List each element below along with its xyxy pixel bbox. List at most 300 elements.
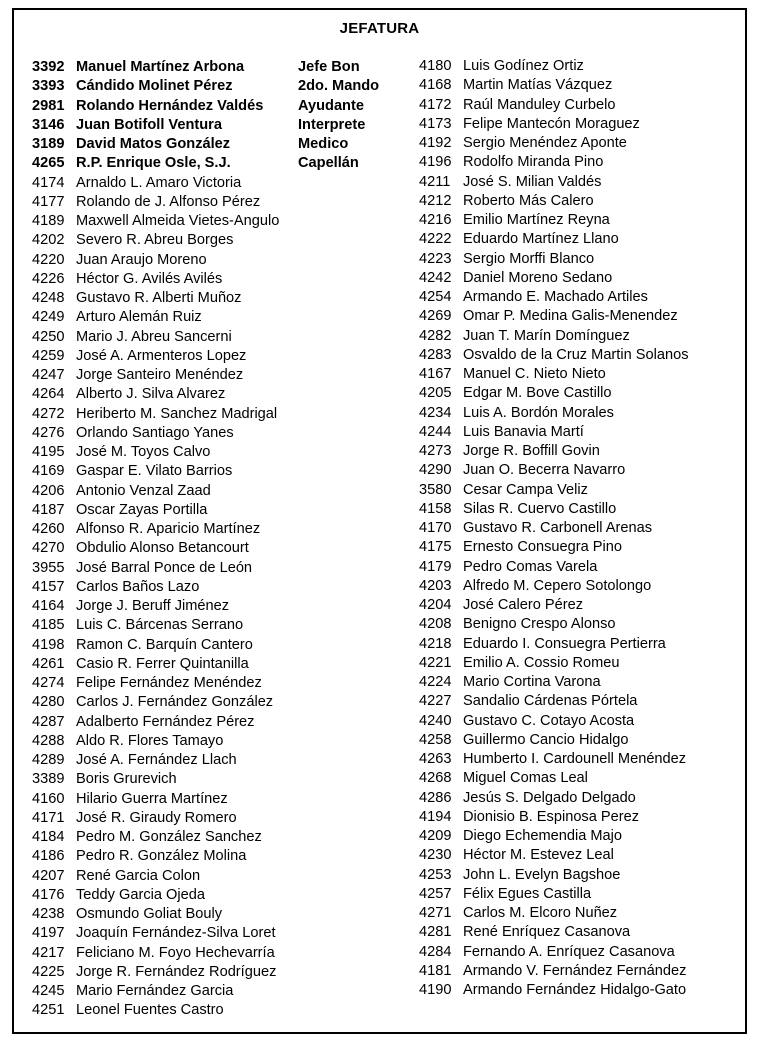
member-row [32, 751, 422, 770]
member-name: Jorge J. Beruff Jiménez [76, 598, 230, 614]
member-number: 4187 [32, 501, 65, 518]
member-number: 4208 [419, 616, 452, 633]
member-row [419, 365, 749, 384]
member-row [419, 500, 749, 519]
member-row [32, 405, 422, 424]
member-name: Felipe Mantecón Moraguez [463, 115, 640, 132]
member-row [32, 886, 422, 905]
member-number: 4169 [32, 463, 65, 480]
member-number: 4216 [419, 212, 452, 228]
member-name: Pedro Comas Varela [463, 558, 598, 575]
member-name: Luis Godínez Ortiz [463, 58, 584, 74]
member-name: Eduardo Martínez Llano [463, 231, 619, 248]
member-name: Humberto I. Cardounell Menéndez [463, 751, 687, 767]
member-row [32, 231, 422, 250]
member-name: Carlos M. Elcoro Nuñez [463, 905, 618, 921]
member-row [32, 674, 422, 693]
member-row [32, 713, 422, 732]
member-row [419, 943, 749, 962]
member-name: René Garcia Colon [76, 867, 201, 884]
member-name: Alberto J. Silva Alvarez [76, 386, 226, 403]
member-name: Dionisio B. Espinosa Perez [463, 808, 640, 825]
member-number: 4290 [419, 462, 452, 479]
member-name: Luis Banavia Martí [463, 423, 584, 440]
member-number: 4271 [419, 905, 452, 921]
member-number: 4192 [419, 135, 452, 151]
member-row [32, 212, 422, 231]
member-row [419, 635, 749, 654]
member-number: 4249 [32, 309, 65, 326]
member-number: 4283 [419, 346, 452, 363]
member-row [419, 442, 749, 461]
member-number: 4220 [32, 251, 65, 268]
member-name: José A. Armenteros Lopez [76, 347, 247, 364]
member-number: 4273 [419, 443, 452, 459]
member-name: José R. Giraudy Romero [76, 809, 237, 826]
member-row [32, 520, 422, 539]
member-row [419, 885, 749, 904]
member-name: Fernando A. Enríquez Casanova [463, 943, 675, 960]
member-name: Casio R. Ferrer Quintanilla [76, 655, 249, 672]
member-row [32, 809, 422, 828]
member-row [419, 558, 749, 577]
member-name: Juan O. Becerra Navarro [463, 462, 626, 479]
member-number: 4202 [32, 232, 65, 249]
member-number: 4245 [32, 983, 65, 999]
member-row [419, 423, 749, 442]
member-number: 4264 [32, 386, 65, 403]
member-name: Armando Fernández Hidalgo-Gato [463, 982, 687, 998]
member-name: R.P. Enrique Osle, S.J. [76, 155, 231, 172]
member-row [32, 828, 422, 847]
member-number: 4272 [32, 405, 65, 422]
member-name: José Calero Pérez [463, 597, 584, 613]
member-row [419, 789, 749, 808]
member-number: 4287 [32, 713, 65, 730]
member-role: Medico [298, 136, 349, 152]
member-name: Jorge Santeiro Menéndez [76, 367, 244, 383]
member-row [32, 193, 422, 212]
member-name: Silas R. Cuervo Castillo [463, 500, 617, 517]
member-number: 4276 [32, 424, 65, 441]
leaders-list [32, 58, 422, 174]
member-row [419, 134, 749, 153]
member-name: Ramon C. Barquín Cantero [76, 636, 253, 653]
member-number: 4282 [419, 327, 452, 344]
member-name: Manuel Martínez Arbona [76, 59, 245, 75]
member-number: 4194 [419, 808, 452, 825]
member-name: Juan Araujo Moreno [76, 251, 207, 268]
member-row [32, 328, 422, 347]
member-number: 2981 [32, 97, 65, 114]
leader-row [32, 154, 422, 173]
member-row [32, 636, 422, 655]
member-number: 3389 [32, 771, 65, 788]
member-number: 4289 [32, 752, 65, 768]
member-row [419, 808, 749, 827]
member-row [32, 559, 422, 578]
member-row [419, 57, 749, 76]
member-number: 4167 [419, 366, 452, 382]
leader-row [32, 116, 422, 135]
member-row [32, 905, 422, 924]
member-row [32, 867, 422, 886]
member-row [419, 230, 749, 249]
member-number: 4234 [419, 404, 452, 421]
member-row [32, 308, 422, 327]
member-row [419, 577, 749, 596]
member-name: Obdulio Alonso Betancourt [76, 540, 249, 557]
member-name: José A. Fernández Llach [76, 752, 237, 768]
member-number: 4270 [32, 540, 65, 557]
member-number: 4225 [32, 963, 65, 980]
member-number: 4250 [32, 328, 65, 345]
member-name: Osvaldo de la Cruz Martin Solanos [463, 346, 689, 363]
member-number: 4259 [32, 347, 65, 364]
member-name: José S. Milian Valdés [463, 173, 602, 190]
member-name: Héctor G. Avilés Avilés [76, 270, 223, 287]
member-name: Rolando Hernández Valdés [76, 97, 264, 114]
member-number: 4230 [419, 847, 452, 864]
member-row [419, 250, 749, 269]
member-row [32, 385, 422, 404]
member-row [32, 847, 422, 866]
member-name: Felipe Fernández Menéndez [76, 675, 262, 691]
member-number: 4196 [419, 154, 452, 171]
member-number: 4195 [32, 444, 65, 460]
member-name: Luis A. Bordón Morales [463, 404, 614, 421]
left-members-list [32, 174, 422, 1021]
member-row [32, 539, 422, 558]
member-number: 4281 [419, 924, 452, 941]
member-number: 4238 [32, 906, 65, 922]
member-number: 4170 [419, 520, 452, 536]
member-number: 4242 [419, 269, 452, 286]
member-number: 4260 [32, 521, 65, 537]
member-name: Manuel C. Nieto Nieto [463, 366, 606, 382]
member-name: Joaquín Fernández-Silva Loret [76, 925, 276, 942]
member-row [419, 96, 749, 115]
member-row [419, 384, 749, 403]
member-row [419, 288, 749, 307]
member-row [419, 846, 749, 865]
member-number: 4212 [419, 192, 452, 209]
member-row [32, 578, 422, 597]
member-name: Cesar Campa Veliz [463, 481, 588, 498]
member-row [419, 327, 749, 346]
member-name: Alfredo M. Cepero Sotolongo [463, 577, 652, 594]
member-row [32, 924, 422, 943]
member-name: Rodolfo Miranda Pino [463, 154, 604, 171]
member-name: Sergio Menéndez Aponte [463, 135, 627, 151]
member-name: Emilio Martínez Reyna [463, 212, 610, 228]
left-column [32, 58, 422, 1021]
member-row [419, 519, 749, 538]
member-row [419, 115, 749, 134]
member-row [32, 443, 422, 462]
member-row [32, 790, 422, 809]
member-name: Jorge R. Fernández Rodríguez [76, 963, 277, 980]
member-number: 4168 [419, 77, 452, 94]
member-role: Capellán [298, 155, 359, 172]
member-row [419, 769, 749, 788]
leader-row [32, 77, 422, 96]
member-name: Ernesto Consuegra Pino [463, 539, 623, 556]
member-row [32, 944, 422, 963]
member-number: 4180 [419, 58, 452, 74]
member-row [32, 462, 422, 481]
member-name: Carlos Baños Lazo [76, 578, 200, 595]
member-role: Jefe Bon [298, 59, 360, 75]
member-name: Orlando Santiago Yanes [76, 424, 234, 441]
member-name: Emilio A. Cossio Romeu [463, 654, 620, 671]
leader-row [32, 135, 422, 154]
member-number: 4288 [32, 732, 65, 749]
member-name: Severo R. Abreu Borges [76, 232, 234, 249]
member-number: 4186 [32, 848, 65, 865]
member-name: Martin Matías Vázquez [463, 77, 613, 94]
member-name: Pedro M. González Sanchez [76, 829, 262, 845]
member-name: John L. Evelyn Bagshoe [463, 866, 621, 883]
member-row [419, 307, 749, 326]
member-number: 3955 [32, 559, 65, 576]
member-number: 4257 [419, 885, 452, 902]
member-number: 4181 [419, 962, 452, 979]
member-name: Alfonso R. Aparicio Martínez [76, 521, 261, 537]
leader-row [32, 58, 422, 77]
member-number: 4205 [419, 385, 452, 402]
member-name: Gaspar E. Vilato Barrios [76, 463, 233, 480]
member-number: 3393 [32, 78, 65, 95]
member-number: 4244 [419, 423, 452, 440]
member-row [32, 424, 422, 443]
member-number: 4197 [32, 925, 65, 942]
member-name: Roberto Más Calero [463, 192, 594, 209]
member-number: 4240 [419, 712, 452, 729]
member-number: 4209 [419, 828, 452, 844]
member-name: Armando V. Fernández Fernández [463, 962, 687, 979]
member-row [32, 251, 422, 270]
member-row [419, 866, 749, 885]
member-row [419, 211, 749, 230]
member-row [419, 76, 749, 95]
member-row [419, 481, 749, 500]
member-row [32, 482, 422, 501]
member-name: Miguel Comas Leal [463, 770, 588, 787]
member-name: José M. Toyos Calvo [76, 444, 211, 460]
member-number: 4203 [419, 577, 452, 594]
member-number: 4158 [419, 500, 452, 517]
right-members-list [419, 57, 749, 1000]
member-row [419, 153, 749, 172]
member-name: Antonio Venzal Zaad [76, 482, 211, 499]
member-name: Jesús S. Delgado Delgado [463, 789, 636, 806]
member-name: Teddy Garcia Ojeda [76, 886, 205, 903]
member-number: 4174 [32, 174, 65, 191]
member-row [419, 596, 749, 615]
member-name: Maxwell Almeida Vietes-Angulo [76, 213, 280, 229]
member-number: 4211 [419, 173, 451, 190]
member-row [419, 981, 749, 1000]
member-name: Guillermo Cancio Hidalgo [463, 731, 629, 748]
member-row [32, 963, 422, 982]
member-number: 4185 [32, 617, 65, 634]
member-name: Juan T. Marín Domínguez [463, 327, 630, 344]
member-role: Ayudante [298, 97, 364, 114]
member-row [419, 904, 749, 923]
member-name: Jorge R. Boffill Govin [463, 443, 600, 459]
right-column [419, 57, 749, 1000]
member-name: Hilario Guerra Martínez [76, 790, 228, 807]
member-number: 4261 [32, 655, 65, 672]
member-row [32, 770, 422, 789]
member-name: Diego Echemendia Majo [463, 828, 622, 844]
member-number: 4160 [32, 790, 65, 807]
member-number: 4177 [32, 193, 65, 210]
member-row [419, 615, 749, 634]
member-number: 4253 [419, 866, 452, 883]
member-name: Eduardo I. Consuegra Pertierra [463, 635, 666, 652]
member-row [32, 693, 422, 712]
member-name: Leonel Fuentes Castro [76, 1002, 224, 1019]
member-row [419, 461, 749, 480]
member-number: 4157 [32, 578, 65, 595]
member-number: 3189 [32, 136, 65, 152]
member-row [32, 655, 422, 674]
member-number: 3146 [32, 116, 65, 133]
member-row [32, 174, 422, 193]
member-name: Edgar M. Bove Castillo [463, 385, 612, 402]
member-number: 4164 [32, 598, 65, 614]
member-row [32, 289, 422, 308]
member-number: 3392 [32, 59, 65, 75]
member-row [32, 1001, 422, 1020]
member-number: 4207 [32, 867, 65, 884]
member-row [419, 404, 749, 423]
member-number: 4224 [419, 674, 452, 690]
member-number: 4184 [32, 829, 65, 845]
member-role: 2do. Mando [298, 78, 380, 95]
member-number: 3580 [419, 481, 452, 498]
member-name: Omar P. Medina Galis-Menendez [463, 308, 678, 325]
member-number: 4280 [32, 694, 65, 711]
member-name: José Barral Ponce de León [76, 559, 253, 576]
member-name: Osmundo Goliat Bouly [76, 906, 223, 922]
member-name: Félix Egues Castilla [463, 885, 592, 902]
member-name: Gustavo C. Cotayo Acosta [463, 712, 635, 729]
member-number: 4248 [32, 290, 65, 306]
member-name: Aldo R. Flores Tamayo [76, 732, 224, 749]
member-number: 4217 [32, 944, 65, 961]
member-name: Armando E. Machado Artiles [463, 289, 648, 305]
member-row [419, 692, 749, 711]
member-name: Heriberto M. Sanchez Madrigal [76, 405, 278, 422]
member-name: Pedro R. González Molina [76, 848, 247, 865]
member-name: Feliciano M. Foyo Hechevarría [76, 944, 275, 961]
member-number: 4223 [419, 250, 452, 267]
member-number: 4222 [419, 231, 452, 248]
member-number: 4258 [419, 731, 452, 748]
member-row [419, 712, 749, 731]
member-name: Carlos J. Fernández González [76, 694, 274, 711]
member-name: Benigno Crespo Alonso [463, 616, 616, 633]
member-name: Arnaldo L. Amaro Victoria [76, 174, 242, 191]
member-name: Daniel Moreno Sedano [463, 269, 613, 286]
member-name: Mario Cortina Varona [463, 674, 601, 690]
member-number: 4171 [32, 809, 65, 826]
member-row [419, 269, 749, 288]
member-name: Héctor M. Estevez Leal [463, 847, 614, 864]
member-number: 4226 [32, 270, 65, 287]
member-number: 4227 [419, 693, 452, 710]
member-row [419, 346, 749, 365]
member-name: Oscar Zayas Portilla [76, 501, 208, 518]
member-number: 4265 [32, 155, 65, 172]
member-row [32, 501, 422, 520]
member-name: Gustavo R. Carbonell Arenas [463, 520, 653, 536]
page-title: JEFATURA [339, 20, 420, 37]
member-row [32, 347, 422, 366]
member-row [32, 270, 422, 289]
member-number: 4218 [419, 635, 452, 652]
member-row [419, 731, 749, 750]
member-row [419, 827, 749, 846]
member-row [32, 982, 422, 1001]
member-number: 4175 [419, 539, 452, 556]
member-number: 4189 [32, 213, 65, 229]
member-number: 4251 [32, 1002, 65, 1019]
member-name: Cándido Molinet Pérez [76, 78, 233, 95]
member-number: 4247 [32, 367, 65, 383]
member-name: Gustavo R. Alberti Muñoz [76, 290, 242, 306]
member-row [419, 923, 749, 942]
member-name: Mario Fernández Garcia [76, 983, 234, 999]
member-number: 4254 [419, 289, 452, 305]
member-row [419, 173, 749, 192]
member-row [32, 732, 422, 751]
member-name: Rolando de J. Alfonso Pérez [76, 193, 261, 210]
member-number: 4274 [32, 675, 65, 691]
member-name: Boris Grurevich [76, 771, 177, 788]
member-number: 4263 [419, 751, 452, 767]
member-number: 4198 [32, 636, 65, 653]
member-name: Sandalio Cárdenas Pórtela [463, 693, 638, 710]
member-row [32, 616, 422, 635]
member-row [419, 673, 749, 692]
member-row [419, 750, 749, 769]
member-role: Interprete [298, 116, 366, 133]
member-number: 4190 [419, 982, 452, 998]
member-number: 4204 [419, 597, 452, 613]
member-number: 4172 [419, 96, 452, 113]
member-number: 4221 [419, 654, 452, 671]
member-number: 4179 [419, 558, 452, 575]
member-number: 4269 [419, 308, 452, 325]
member-number: 4286 [419, 789, 452, 806]
member-row [32, 597, 422, 616]
member-name: David Matos González [76, 136, 231, 152]
member-row [32, 366, 422, 385]
member-name: René Enríquez Casanova [463, 924, 631, 941]
member-row [419, 654, 749, 673]
member-number: 4206 [32, 482, 65, 499]
member-number: 4268 [419, 770, 452, 787]
member-row [419, 192, 749, 211]
member-name: Sergio Morffi Blanco [463, 250, 595, 267]
member-name: Juan Botifoll Ventura [76, 116, 222, 133]
member-row [419, 962, 749, 981]
member-number: 4284 [419, 943, 452, 960]
